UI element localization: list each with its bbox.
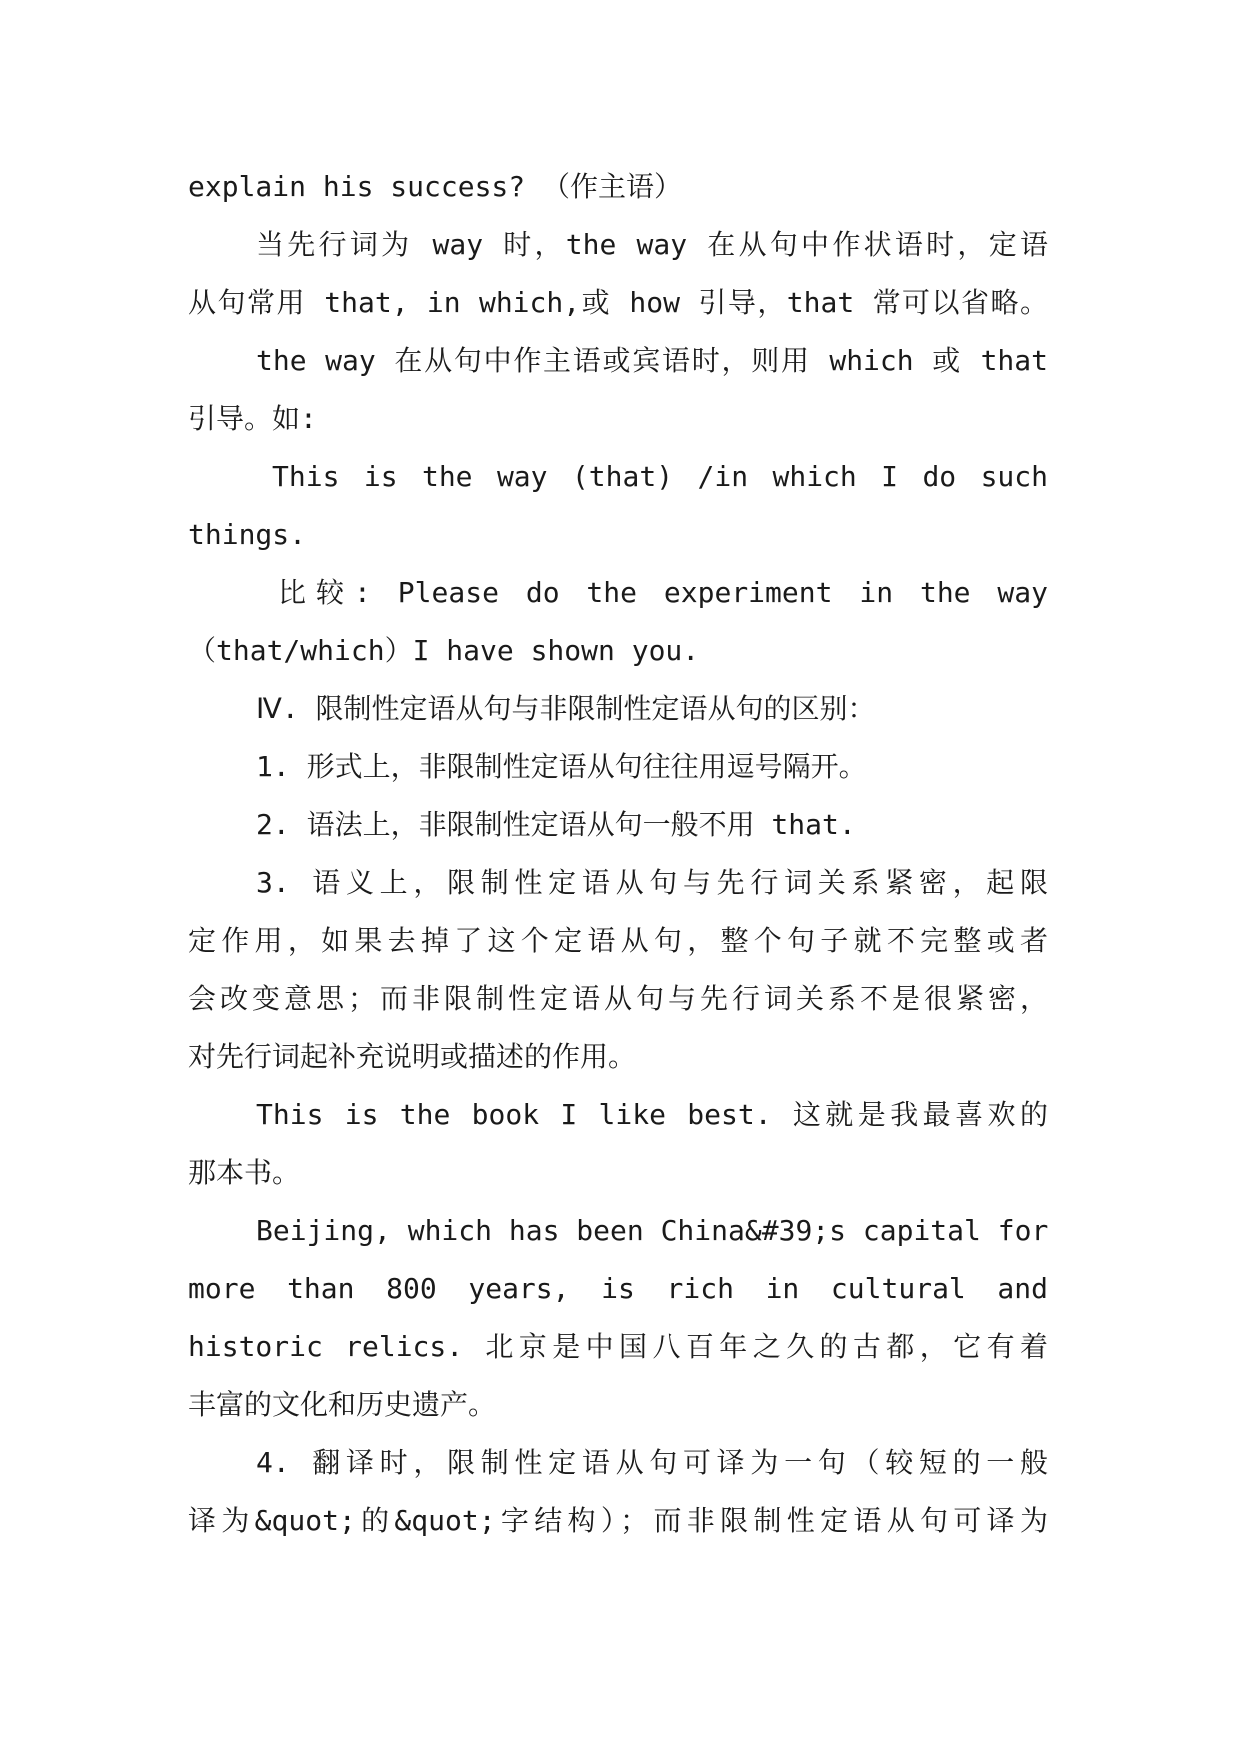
text-line: 1. 形式上，非限制性定语从句往往用逗号隔开。	[256, 750, 867, 783]
text-line: Ⅳ. 限制性定语从句与非限制性定语从句的区别：	[256, 692, 876, 725]
text-line: This is the book I like best. 这就是我最喜欢的	[256, 1098, 1048, 1131]
text-line: more than 800 years, is rich in cultural and	[188, 1272, 1048, 1305]
text-line: 比较: Please do the experiment in the way	[278, 576, 1048, 609]
text-line: things.	[188, 518, 307, 551]
text-line: （that/which）I have shown you.	[188, 634, 700, 667]
text-line: 对先行词起补充说明或描述的作用。	[188, 1040, 637, 1073]
text-line: 会改变意思；而非限制性定语从句与先行词关系不是很紧密，	[188, 982, 1048, 1015]
text-line: 3. 语义上，限制性定语从句与先行词关系紧密，起限	[256, 866, 1048, 899]
text-line: 那本书。	[188, 1156, 301, 1189]
text-line: 丰富的文化和历史遗产。	[188, 1388, 497, 1421]
text-line: 当先行词为 way 时，the way 在从句中作状语时，定语	[256, 228, 1048, 261]
text-line: This is the way (that) /in which I do such	[272, 460, 1048, 493]
text-line: the way 在从句中作主语或宾语时，则用 which 或 that	[256, 344, 1048, 377]
text-line: 4. 翻译时，限制性定语从句可译为一句（较短的一般	[256, 1446, 1048, 1479]
text-line: 引导。如:	[188, 402, 317, 435]
text-line: 译为&quot;的&quot;字结构）；而非限制性定语从句可译为	[188, 1504, 1048, 1537]
text-line: historic relics. 北京是中国八百年之久的古都，它有着	[188, 1330, 1048, 1363]
text-line: Beijing, which has been China&#39;s capital for	[256, 1214, 1048, 1247]
text-line: 从句常用 that, in which,或 how 引导，that 常可以省略。	[188, 286, 1048, 319]
text-line: 2. 语法上，非限制性定语从句一般不用 that.	[256, 808, 856, 841]
document-body	[188, 158, 1048, 1550]
text-line: explain his success? （作主语）	[188, 170, 683, 203]
text-line: 定作用，如果去掉了这个定语从句，整个句子就不完整或者	[188, 924, 1048, 957]
